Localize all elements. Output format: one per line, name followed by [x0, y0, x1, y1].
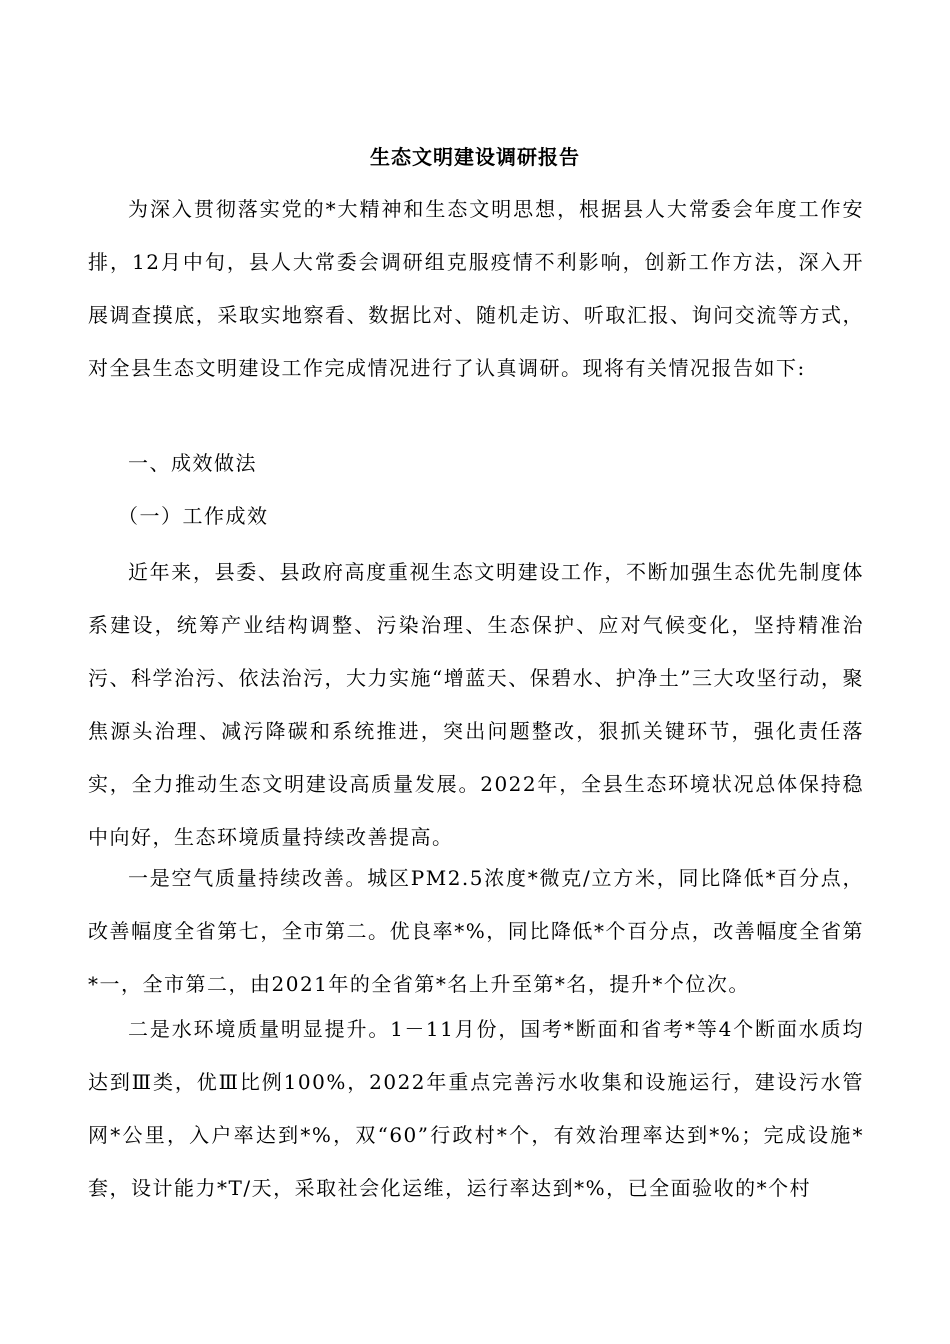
water-quality-paragraph: 二是水环境质量明显提升。1－11月份，国考*断面和省考*等4个断面水质均达到Ⅲ类，优Ⅲ比例100%，2022年重点完善污水收集和设施运行，建设污水管网*公里，入户率达到*%，双“60”行政村*个，有效治理率达到*%；完成设施*套，设计能力*T/天，采取社会化运维，运行率达到*%，已全面验收的*个村: [88, 1017, 864, 1200]
section-heading: 一、成效做法: [128, 451, 257, 475]
air-quality-paragraph: 一是空气质量持续改善。城区PM2.5浓度*微克/立方米，同比降低*百分点，改善幅度全省第七，全市第二。优良率*%，同比降低*个百分点，改善幅度全省第*一，全市第二，由2021年的全省第*名上升至第*名，提升*个位次。: [88, 866, 864, 996]
intro-paragraph: 为深入贯彻落实党的*大精神和生态文明思想，根据县人大常委会年度工作安排，12月中旬，县人大常委会调研组克服疫情不利影响，创新工作方法，深入开展调查摸底，采取实地察看、数据比对、随机走访、听取汇报、询问交流等方式，对全县生态文明建设工作完成情况进行了认真调研。现将有关情况报告如下:: [88, 197, 864, 380]
overview-paragraph: 近年来，县委、县政府高度重视生态文明建设工作，不断加强生态优先制度体系建设，统筹产业结构调整、污染治理、生态保护、应对气候变化，坚持精准治污、科学治污、依法治污，大力实施“增蓝天、保碧水、护净土”三大攻坚行动，聚焦源头治理、减污降碳和系统推进，突出问题整改，狠抓关键环节，强化责任落实，全力推动生态文明建设高质量发展。2022年，全县生态环境状况总体保持稳中向好，生态环境质量持续改善提高。: [88, 560, 864, 849]
subsection-heading: （一）工作成效: [118, 504, 269, 528]
document-title: 生态文明建设调研报告: [370, 145, 580, 169]
